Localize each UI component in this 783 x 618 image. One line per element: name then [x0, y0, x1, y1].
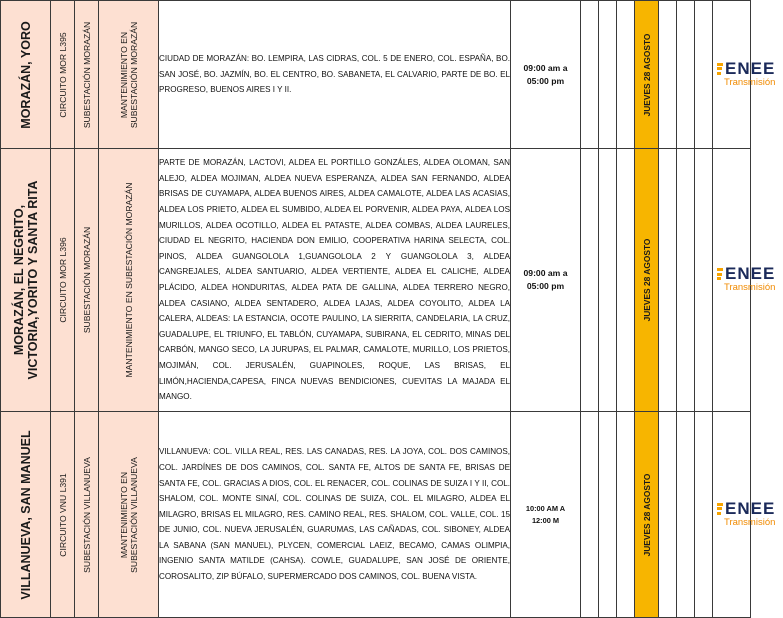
circuit-cell [51, 1, 75, 149]
date-cell [635, 1, 659, 149]
blank-cell [581, 412, 599, 618]
date-label: JUEVES 28 AGOSTO [641, 473, 652, 556]
time-cell [511, 1, 581, 149]
circuit-cell [51, 412, 75, 618]
circuit-cell [51, 149, 75, 412]
date-cell [635, 412, 659, 618]
time-cell [511, 149, 581, 412]
enee-logo [717, 60, 783, 90]
substation-label: SUBESTACIÓN VILLANUEVA [81, 456, 92, 573]
enee-logo [717, 500, 783, 530]
work-cell [99, 149, 159, 412]
zone-name: MORAZÁN, EL NEGRITO, VICTORIA,YORITO Y SANTA RITA [11, 180, 40, 380]
time-end: 12:00 M [531, 515, 560, 525]
enee-logo-icon [717, 268, 723, 282]
substation-cell [75, 1, 99, 149]
blank-cell [695, 149, 713, 412]
blank-cell [677, 1, 695, 149]
substation-label: SUBESTACIÓN MORAZÁN [81, 226, 92, 334]
blank-cell [581, 1, 599, 149]
zone-cell [1, 1, 51, 149]
time-start: 09:00 am a [523, 268, 568, 278]
logo-word: ENEE [725, 498, 776, 518]
date-label: JUEVES 28 AGOSTO [641, 238, 652, 322]
circuit-label: CIRCUITO MOR L395 [57, 31, 68, 118]
table-row [1, 412, 751, 618]
circuit-label: CIRCUITO VNU L391 [57, 472, 68, 557]
blank-cell [659, 149, 677, 412]
blank-cell [695, 412, 713, 618]
logo-subtitle: Transmisión [724, 516, 776, 528]
logo-subtitle: Transmisión [724, 76, 776, 88]
enee-logo-icon [717, 503, 723, 517]
date-cell [635, 149, 659, 412]
blank-cell [677, 149, 695, 412]
substation-cell [75, 412, 99, 618]
blank-cell [581, 149, 599, 412]
zone-name: MORAZÁN, YORO [18, 20, 33, 129]
blank-cell [599, 412, 617, 618]
time-end: 05:00 pm [526, 75, 565, 86]
substation-label: SUBESTACIÓN MORAZÁN [81, 21, 92, 128]
work-cell [99, 412, 159, 618]
work-description: MANTENIMIENTO EN SUBESTACIÓN MORAZÁN [123, 182, 134, 378]
blank-cell [659, 412, 677, 618]
blank-cell [599, 149, 617, 412]
time-end: 05:00 pm [526, 281, 565, 291]
affected-areas: CIUDAD DE MORAZÁN: BO. LEMPIRA, LAS CIDRAS, COL. 5 DE ENERO, COL. ESPAÑA, BO. SAN JOSÉ, BO. JAZMÍN, BO. EL CENTRO, BO. SABANETA, EL CALVARIO, PARTE DE BO. EL PROGRESO, BUENOS AIRES I Y II. [159, 1, 511, 149]
logo-subtitle: Transmisión [724, 282, 776, 293]
blank-cell [617, 412, 635, 618]
zone-cell [1, 412, 51, 618]
work-description: MANTENIMIENTO EN SUBESTACIÓN MORAZÁN [118, 21, 139, 128]
logo-cell [713, 149, 776, 412]
work-description: MANTENIMIENTO EN SUBESTACIÓN VILLANUEVA [118, 456, 139, 573]
logo-word: ENEE [725, 58, 776, 78]
time-cell [511, 412, 581, 618]
time-start: 10:00 AM A [525, 503, 566, 513]
blank-cell [617, 1, 635, 149]
zone-name: VILLANUEVA, SAN MANUEL [18, 429, 33, 600]
blank-cell [617, 149, 635, 412]
table-row [1, 1, 751, 149]
table-row [1, 149, 751, 412]
date-label: JUEVES 28 AGOSTO [641, 33, 652, 116]
blank-cell [599, 1, 617, 149]
blank-cell [695, 1, 713, 149]
blank-cell [659, 1, 677, 149]
enee-logo [717, 265, 783, 295]
blank-cell [677, 412, 695, 618]
circuit-label: CIRCUITO MOR L396 [57, 237, 68, 323]
affected-areas: VILLANUEVA: COL. VILLA REAL, RES. LAS CANADAS, RES. LA JOYA, COL. DOS CAMINOS, COL. JARDÍNES DE DOS CAMINOS, COL. SANTA FE, ALTOS DE SANTA FE, BRISAS DE SANTA FE, COL. GRACIAS A DIOS, COL. EL RENACER, COL. COLINAS DE SUIZA I Y II, COL. SHALOM, COL. MONTE SINAÍ, COL. COLINAS DE SUIZA, COL. EL MILAGRO, ALDEA EL MILAGRO, BRISAS EL MILAGRO, RES. CAMINO REAL, RES. SHALOM, COL. VALLE, COL. 15 DE JUNIO, COL. NUEVA JERUSALÉN, GUARUMAS, LAS CAÑADAS, COL. SIBONEY, ALDEA LA SABANA (SAN MANUEL), PLYCEN, COMERCIAL LAEIZ, BECAMO, CAMAS OLIMPIA, INGENIO SANTA MATILDE (CAHSA). COWLE, GUADALUPE, SAN JOSÉ DE ORIENTE, COROSALITO, ZIP BÚFALO, SUPERMERCADO DOS CAMINOS, COL. BUENA VISTA. [159, 412, 511, 618]
zone-cell [1, 149, 51, 412]
affected-areas: PARTE DE MORAZÁN, LACTOVI, ALDEA EL PORTILLO GONZÁLES, ALDEA OLOMAN, SAN ALEJO, ALDEA MOJIMAN, ALDEA NUEVA ESPERANZA, ALDEA SAN FERNANDO, ALDEA BRISAS DE CUYAMAPA, ALDEA BUENOS AIRES, ALDEA CAMALOTE, ALDEA LAS ACASIAS, ALDEA LOS PRIETO, ALDEA EL SUMBIDO, ALDEA EL PORVENIR, ALDEA PAYA, ALDEA LOS MURILLOS, ALDEA OCOTILLO, ALDEA EL PATASTE, ALDEA COMBAS, ALDEA LAURELES, CIUDAD EL NEGRITO, HACIENDA DON EMILIO, COOPERATIVA HARINA SELECTA, COL. PINOS, ALDEA GUANGOLOLA 1,GUANGOLOLA 2 Y GUANGOLOLA 3, ALDEA CANGREJALES, ALDEA SANTUARIO, ALDEA VERTIENTE, ALDEA EL CALICHE, ALDEA PLÁCIDO, ALDEA HONDURITAS, ALDEA PATA DE GALLINA, ALDEA TERRERO NEGRO, ALDEA CASIANO, ALDEA SENTADERO, ALDEA LAJAS, ALDEA COYOLITO, ALDEA LA CALERA, ALDEAS: LA ESTANCIA, OCOTE PAULINO, LA SIERRITA, CANDELARIA, LA CRUZ, GUADALUPE, EL TRIUNFO, EL TABLÓN, CUYAMAPA, SUBIRANA, EL CEDRITO, MINAS DEL CARBÓN, MANGO SECO, LA JURUPAS, EL PALMAR, CAMALOTE, MURILLO, LOS PRIETOS, MOJIMÁN, COL. JERUSALÉN, GUAPINOLES, ROQUE, LAS BRISAS, EL LIMÓN,HACIENDA,CAPESA, FINCA NUEVAS BENDICIONES, CUEVITAS LA MAJADA EL MANGO. [159, 149, 511, 412]
logo-cell [713, 412, 776, 618]
enee-logo-icon [717, 63, 723, 77]
work-cell [99, 1, 159, 149]
time-start: 09:00 am a [523, 62, 568, 73]
substation-cell [75, 149, 99, 412]
logo-cell [713, 1, 776, 149]
logo-word: ENEE [725, 264, 776, 283]
